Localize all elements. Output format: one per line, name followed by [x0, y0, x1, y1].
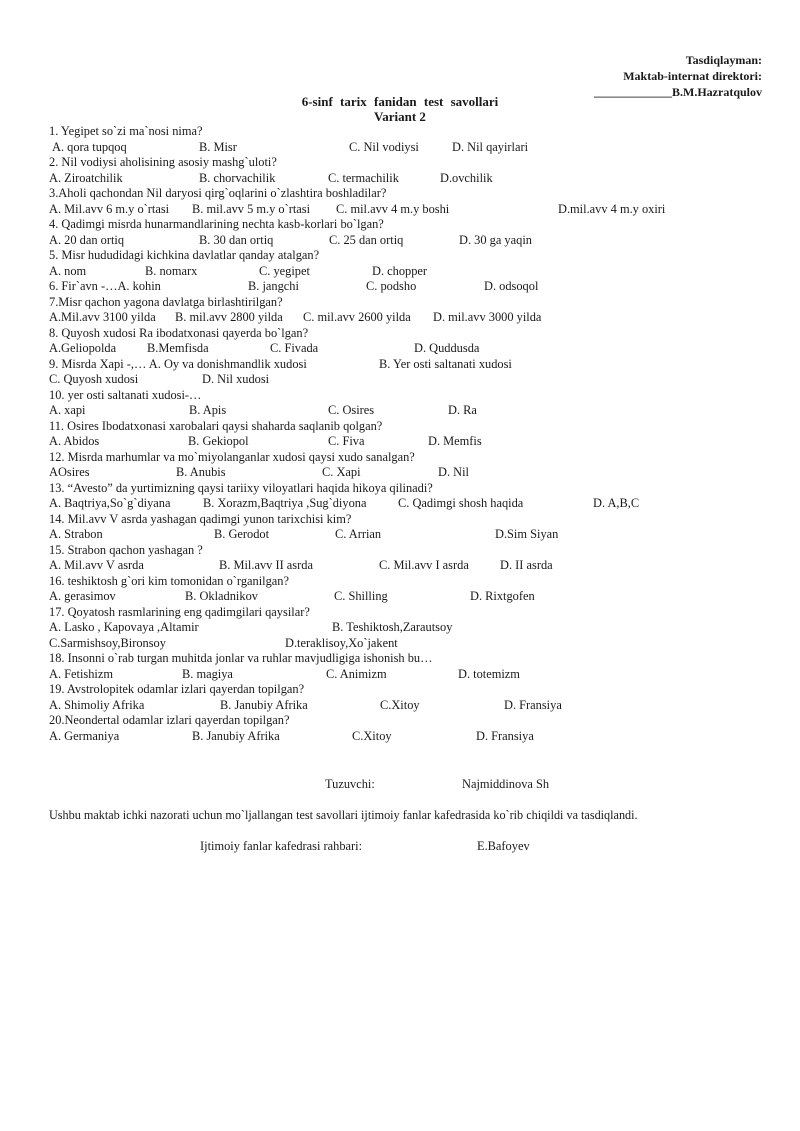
options-line [49, 558, 769, 574]
answer-option: A. Fetishizm [49, 666, 114, 681]
department-head-label: Ijtimoiy fanlar kafedrasi rahbari: [200, 839, 363, 853]
question-line [49, 481, 769, 497]
answer-option: B. Gerodot [214, 527, 270, 541]
question-line [49, 682, 769, 698]
answer-option: B.Memfisda [147, 341, 209, 355]
director-signature: _____________B.M.Hazratqulov [594, 85, 762, 99]
options-line [49, 357, 769, 373]
answer-option: B. chorvachilik [199, 170, 276, 185]
options-line [49, 310, 769, 326]
answer-option: A. gerasimov [49, 589, 116, 603]
options-line [49, 264, 769, 280]
author-name: Najmiddinova Sh [462, 777, 550, 791]
answer-option: D. Fransiya [476, 728, 534, 743]
question-line [49, 574, 769, 590]
answer-option: B. mil.avv 5 m.y o`rtasi [192, 201, 311, 216]
question-text: 12. Misrda marhumlar va mo`miyolanganlar xudosi qaysi xudo sanalgan? [49, 449, 415, 464]
answer-option: C. 25 dan ortiq [329, 232, 404, 247]
question-text: 16. teshiktosh g`ori kim tomonidan o`rganilgan? [49, 573, 289, 588]
answer-option: C. mil.avv 4 m.y boshi [336, 201, 450, 216]
answer-option: D. A,B,C [593, 496, 640, 510]
question-text: 17. Qoyatosh rasmlarining eng qadimgilari qaysilar? [49, 604, 310, 619]
answer-option: C. yegipet [259, 263, 310, 278]
answer-option: D. odsoqol [484, 279, 539, 293]
question-line [49, 248, 769, 264]
answer-option: A. 20 dan ortiq [49, 232, 125, 247]
answer-option: B. Yer osti saltanati xudosi [379, 356, 512, 371]
answer-option: D. Ra [448, 403, 477, 417]
answer-option: C.Xitoy [380, 697, 420, 712]
answer-option: D. Nil [438, 465, 469, 479]
question-text: 1. Yegipet so`zi ma`nosi nima? [49, 124, 203, 138]
options-line [49, 434, 769, 450]
answer-option: B. Xorazm,Baqtriya ,Sug`diyona [203, 496, 367, 510]
question-line [49, 543, 769, 559]
answer-option: C. Osires [328, 403, 375, 417]
question-line [49, 651, 769, 667]
answer-option: 9. Misrda Xapi -,… A. Oy va donishmandlik xudosi [49, 356, 307, 371]
answer-option: B. Okladnikov [185, 589, 258, 603]
director-title: Maktab-internat direktori: [623, 69, 762, 83]
answer-option: C. Arrian [335, 527, 382, 541]
test-title: 6-sinf tarix fanidan test savollari [301, 94, 499, 109]
answer-option: D. II asrda [500, 558, 553, 572]
answer-option: C. mil.avv 2600 yilda [303, 310, 411, 324]
question-line [49, 217, 769, 233]
question-line [49, 124, 769, 140]
question-line [49, 605, 769, 621]
answer-option: A. Shimoliy Afrika [49, 697, 145, 712]
question-text: 7.Misr qachon yagona davlatga birlashtirilgan? [49, 294, 283, 309]
answer-option: B. Teshiktosh,Zarautsoy [332, 620, 453, 634]
answer-option: A. Mil.avv V asrda [49, 558, 144, 572]
options-line [49, 636, 769, 652]
question-text: 19. Avstrolopitek odamlar izlari qayerdan topilgan? [49, 682, 305, 696]
options-line [49, 171, 769, 187]
answer-option: D.Sim Siyan [495, 527, 559, 541]
question-list [49, 124, 769, 744]
answer-option: A.Geliopolda [49, 341, 117, 355]
answer-option: B. magiya [182, 666, 233, 681]
question-text: 15. Strabon qachon yashagan ? [49, 542, 203, 557]
answer-option: A. Lasko , Kapovaya ,Altamir [49, 620, 199, 634]
answer-option: A. Germaniya [49, 728, 120, 743]
question-text: 3.Aholi qachondan Nil daryosi qirg`oqlarini o`zlashtira boshladilar? [49, 186, 387, 200]
answer-option: D. Rixtgofen [470, 589, 535, 603]
answer-option: A. Ziroatchilik [49, 170, 123, 185]
options-line [49, 372, 769, 388]
question-text: 11. Osires Ibodatxonasi xarobalari qaysi shaharda saqlanib qolgan? [49, 418, 383, 433]
approval-label: Tasdiqlayman: [685, 53, 762, 67]
answer-option: D.teraklisoy,Xo`jakent [285, 635, 398, 650]
options-line [49, 403, 769, 419]
answer-option: C. Animizm [326, 666, 387, 681]
document-title [0, 94, 800, 124]
options-line [49, 698, 769, 714]
answer-option: D. 30 ga yaqin [459, 232, 532, 247]
question-text: 4. Qadimgi misrda hunarmandlarining nechta kasb-korlari bo`lgan? [49, 217, 384, 231]
question-text: 2. Nil vodiysi aholisining asosiy mashg`uloti? [49, 155, 277, 169]
variant-label: Variant 2 [374, 109, 426, 124]
question-line [49, 186, 769, 202]
options-line [49, 140, 769, 156]
answer-option: C. Xapi [322, 465, 361, 479]
answer-option: D. mil.avv 3000 yilda [433, 310, 542, 324]
answer-option: B. Anubis [176, 465, 226, 479]
answer-option: C. podsho [366, 279, 417, 293]
options-line [49, 233, 769, 249]
question-line [49, 155, 769, 171]
options-line [49, 496, 769, 512]
answer-option: B. nomarx [145, 263, 198, 278]
question-text: 8. Quyosh xudosi Ra ibodatxonasi qayerda bo`lgan? [49, 325, 309, 340]
answer-option: D. totemizm [458, 666, 520, 681]
options-line [49, 729, 769, 745]
answer-option: B. 30 dan ortiq [199, 232, 274, 247]
question-line [49, 450, 769, 466]
approval-block [594, 52, 762, 100]
answer-option: A. qora tupqoq [52, 139, 127, 154]
answer-option: AOsires [49, 465, 90, 479]
options-line [49, 341, 769, 357]
answer-option: C. termachilik [328, 170, 399, 185]
options-line [49, 465, 769, 481]
answer-option: C. Fiva [328, 434, 365, 448]
question-line [49, 419, 769, 435]
answer-option: C. Nil vodiysi [349, 139, 419, 154]
options-line [49, 620, 769, 636]
question-text: 5. Misr hududidagi kichkina davlatlar qanday atalgan? [49, 248, 320, 262]
answer-option: B. mil.avv 2800 yilda [175, 310, 283, 324]
answer-option: B. Misr [199, 139, 237, 154]
question-text: 10. yer osti saltanati xudosi-… [49, 387, 202, 402]
answer-option: A. Abidos [49, 434, 100, 448]
answer-option: C. Shilling [334, 589, 388, 603]
answer-option: B. Janubiy Afrika [220, 697, 308, 712]
answer-option: D. chopper [372, 263, 428, 278]
approval-statement: Ushbu maktab ichki nazorati uchun mo`ljallangan test savollari ijtimoiy fanlar kafedrasida ko`rib chiqildi va tasdiqlandi. [49, 808, 638, 822]
answer-option: 6. Fir`avn -…A. kohin [49, 279, 161, 293]
options-line [49, 279, 769, 295]
question-line [49, 512, 769, 528]
options-line [49, 527, 769, 543]
answer-option: C.Xitoy [352, 728, 392, 743]
answer-option: B. Apis [189, 403, 227, 417]
department-head-name: E.Bafoyev [477, 839, 530, 853]
answer-option: B. Mil.avv II asrda [219, 558, 313, 572]
options-line [49, 589, 769, 605]
answer-option: D. Fransiya [504, 697, 562, 712]
answer-option: A. nom [49, 263, 87, 278]
answer-option: C. Quyosh xudosi [49, 372, 139, 386]
answer-option: C.Sarmishsoy,Bironsoy [49, 635, 166, 650]
answer-option: A. Mil.avv 6 m.y o`rtasi [49, 201, 170, 216]
answer-option: D. Quddusda [414, 341, 480, 355]
answer-option: B. Janubiy Afrika [192, 728, 280, 743]
question-line [49, 388, 769, 404]
question-line [49, 295, 769, 311]
answer-option: D. Nil xudosi [202, 372, 270, 386]
answer-option: A. Baqtriya,So`g`diyana [49, 496, 171, 510]
question-line [49, 713, 769, 729]
question-text: 18. Insonni o`rab turgan muhitda jonlar va ruhlar mavjudligiga ishonish bu… [49, 651, 433, 665]
options-line [49, 202, 769, 218]
author-label: Tuzuvchi: [325, 777, 375, 791]
question-text: 13. “Avesto” da yurtimizning qaysi tariixy viloyatlari haqida hikoya qilinadi? [49, 480, 433, 495]
answer-option: C. Fivada [270, 341, 319, 355]
answer-option: B. jangchi [248, 279, 299, 293]
answer-option: B. Gekiopol [188, 434, 249, 448]
question-line [49, 326, 769, 342]
answer-option: D. Memfis [428, 434, 482, 448]
answer-option: A. xapi [49, 403, 86, 417]
answer-option: D.mil.avv 4 m.y oxiri [558, 201, 666, 216]
options-line [49, 667, 769, 683]
answer-option: C. Mil.avv I asrda [379, 558, 469, 572]
question-text: 20.Neondertal odamlar izlari qayerdan topilgan? [49, 713, 290, 727]
answer-option: D.ovchilik [440, 170, 493, 185]
answer-option: C. Qadimgi shosh haqida [398, 496, 524, 510]
question-text: 14. Mil.avv V asrda yashagan qadimgi yunon tarixchisi kim? [49, 511, 352, 526]
answer-option: A.Mil.avv 3100 yilda [49, 310, 156, 324]
answer-option: A. Strabon [49, 527, 103, 541]
answer-option: D. Nil qayirlari [452, 139, 529, 154]
